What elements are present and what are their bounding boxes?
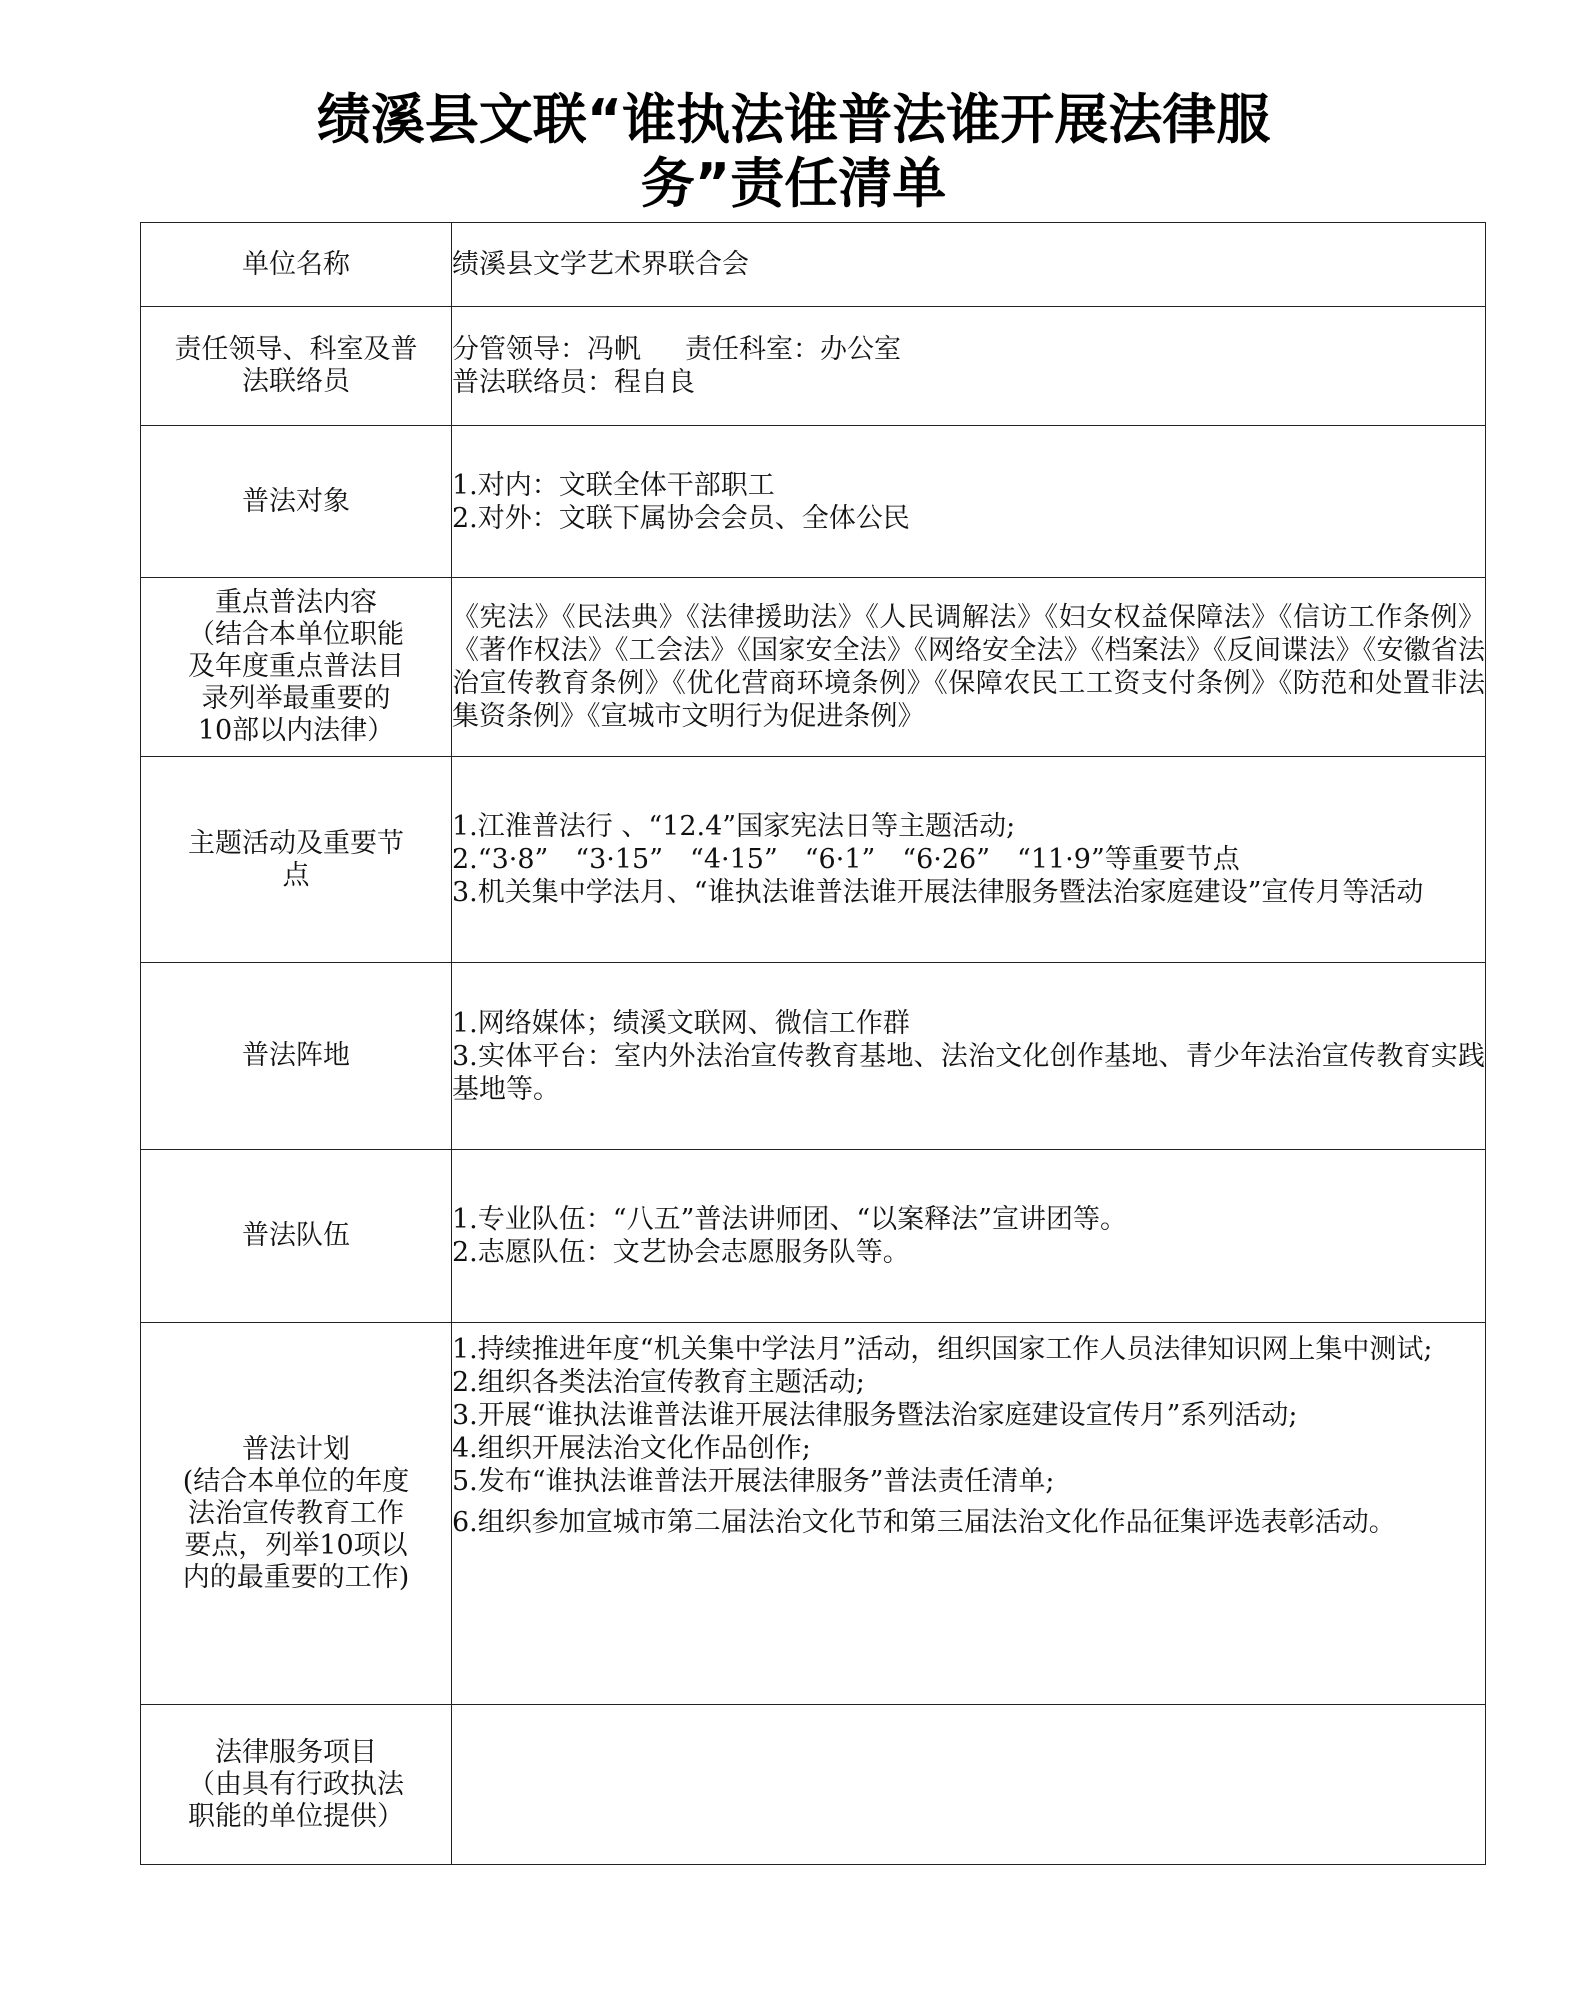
table-row-unit-name	[141, 223, 1486, 307]
row-content-unit-name	[452, 223, 1486, 307]
row-label-plan	[141, 1323, 452, 1705]
office-text: 责任科室：办公室	[685, 334, 901, 365]
content-line: 4.组织开展法治文化作品创作;	[452, 1433, 811, 1464]
label-line: 法治宣传教育工作	[188, 1497, 404, 1529]
label-line: 法律服务项目	[215, 1736, 377, 1768]
label-line: 要点，列举10项以	[184, 1529, 408, 1561]
content-line: 1.对内：文联全体干部职工	[452, 469, 775, 501]
document-title-line-2: 务”责任清单	[640, 152, 947, 215]
content-line: 3.实体平台：室内外法治宣传教育基地、法治文化创作基地、青少年法治宣传教育实践基地等。	[452, 1040, 1485, 1105]
label-line: 及年度重点普法目	[188, 651, 404, 682]
content-line: 1.江淮普法行 、“12.4”国家宪法日等主题活动;	[452, 811, 1016, 842]
content-line: 5.发布“谁执法谁普法开展法律服务”普法责任清单;	[452, 1466, 1055, 1497]
label-line: (结合本单位的年度	[182, 1465, 410, 1497]
table-row-key-laws	[141, 578, 1486, 757]
content-line: 2.对外：文联下属协会会员、全体公民	[452, 502, 910, 534]
row-content-positions	[452, 963, 1486, 1150]
content-line: 1.网络媒体；绩溪文联网、微信工作群	[452, 1007, 910, 1039]
row-label-activities	[141, 757, 452, 963]
label-line: 主题活动及重要节	[188, 827, 404, 859]
content-line: 2.“3·8” “3·15” “4·15” “6·1” “6·26” “11·9”等重要节点	[452, 844, 1240, 875]
table-row-teams	[141, 1150, 1486, 1323]
table-row-legal-service	[141, 1705, 1486, 1865]
content-line: 1.持续推进年度“机关集中学法月”活动，组织国家工作人员法律知识网上集中测试;	[452, 1334, 1433, 1365]
document-title	[0, 88, 1587, 216]
label-line: （由具有行政执法	[188, 1768, 404, 1800]
leader-text: 分管领导：冯帆	[452, 334, 641, 365]
row-label-unit-name	[141, 223, 452, 307]
label-line: 普法队伍	[242, 1220, 350, 1251]
row-label-positions	[141, 963, 452, 1150]
row-label-target	[141, 426, 452, 578]
content-line: 2.组织各类法治宣传教育主题活动;	[452, 1367, 865, 1398]
table-row-target	[141, 426, 1486, 578]
label-line: 10部以内法律）	[197, 715, 395, 746]
label-line: 普法对象	[242, 485, 350, 517]
row-content-key-laws	[452, 578, 1486, 757]
content-line: 1.专业队伍：“八五”普法讲师团、“以案释法”宣讲团等。	[452, 1204, 1127, 1235]
content-line: 6.组织参加宣城市第二届法治文化节和第三届法治文化作品征集评选表彰活动。	[452, 1507, 1396, 1538]
row-content-activities	[452, 757, 1486, 963]
row-label-legal-service	[141, 1705, 452, 1865]
table-row-activities	[141, 757, 1486, 963]
row-content-legal-service	[452, 1705, 1486, 1865]
row-content-responsible	[452, 307, 1486, 426]
label-line: 普法计划	[242, 1433, 350, 1465]
content-line: 绩溪县文学艺术界联合会	[452, 249, 749, 280]
table-row-positions	[141, 963, 1486, 1150]
label-line: 法联络员	[242, 366, 350, 397]
plan-extra	[452, 1498, 1485, 1548]
content-line: 2.志愿队伍：文艺协会志愿服务队等。	[452, 1237, 910, 1268]
label-line: 点	[282, 859, 310, 891]
content-line: 3.开展“谁执法谁普法谁开展法律服务暨法治家庭建设宣传月”系列活动;	[452, 1400, 1298, 1431]
table-row-responsible	[141, 307, 1486, 426]
document-title-line-1: 绩溪县文联“谁执法谁普法谁开展法律服	[316, 88, 1271, 151]
row-content-target	[452, 426, 1486, 578]
label-line: 录列举最重要的	[201, 683, 391, 714]
label-line: 责任领导、科室及普	[174, 334, 418, 365]
table-row-plan	[141, 1323, 1486, 1705]
row-label-teams	[141, 1150, 452, 1323]
label-line: （结合本单位职能	[188, 619, 404, 650]
content-line: 3.机关集中学法月、“谁执法谁普法谁开展法律服务暨法治家庭建设”宣传月等活动	[452, 877, 1424, 908]
label-line: 职能的单位提供）	[188, 1800, 404, 1832]
responsibility-table	[140, 222, 1486, 1865]
content-line	[452, 333, 1485, 366]
row-label-key-laws	[141, 578, 452, 757]
label-line: 单位名称	[242, 248, 350, 280]
row-label-responsible	[141, 307, 452, 426]
label-line: 普法阵地	[242, 1040, 350, 1071]
row-content-teams	[452, 1150, 1486, 1323]
label-line: 内的最重要的工作)	[182, 1561, 410, 1593]
content-line: 《宪法》《民法典》《法律援助法》《人民调解法》《妇女权益保障法》《信访工作条例》《著作权法》《工会法》《国家安全法》《网络安全法》《档案法》《反间谍法》《安徽省法治宣传教育条例》《优化营商环境条例》《保障农民工工资支付条例》《防范和处置非法集资条例》《宣城市文明行为促进条例》	[452, 602, 1485, 732]
liaison-text: 普法联络员：程自良	[452, 367, 695, 398]
label-line: 重点普法内容	[215, 587, 377, 618]
row-content-plan	[452, 1323, 1486, 1705]
